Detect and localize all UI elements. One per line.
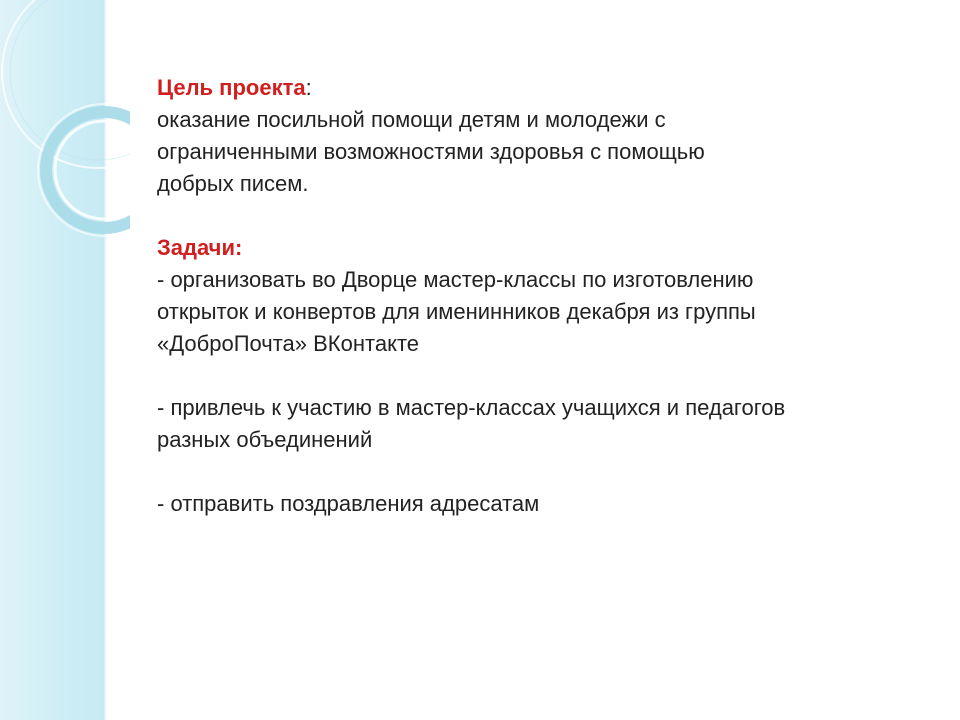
goal-line-1: оказание посильной помощи детям и молодежи с xyxy=(157,107,666,132)
task-3-line-1: - отправить поздравления адресатам xyxy=(157,491,540,516)
task-1-line-3: «ДоброПочта» ВКонтакте xyxy=(157,331,420,356)
goal-line-2: ограниченными возможностями здоровья с помощью xyxy=(157,139,705,164)
task-1-line-2: открыток и конвертов для именинников декабря из группы xyxy=(157,299,756,324)
goal-heading: Цель проекта xyxy=(157,75,306,100)
task-2-line-2: разных объединений xyxy=(157,427,373,452)
goal-heading-colon: : xyxy=(305,75,312,100)
task-2-line-1: - привлечь к участию в мастер-классах учащихся и педагогов xyxy=(157,395,786,420)
slide-content xyxy=(157,72,937,520)
spacer xyxy=(157,200,937,232)
spacer xyxy=(157,360,937,392)
task-1-line-1: - организовать во Дворце мастер-классы по изготовлению xyxy=(157,267,754,292)
goal-line-3: добрых писем. xyxy=(157,171,309,196)
tasks-heading: Задачи: xyxy=(157,235,243,260)
goal-heading-line xyxy=(157,72,937,104)
decorative-rings-icon xyxy=(0,0,130,300)
spacer xyxy=(157,456,937,488)
